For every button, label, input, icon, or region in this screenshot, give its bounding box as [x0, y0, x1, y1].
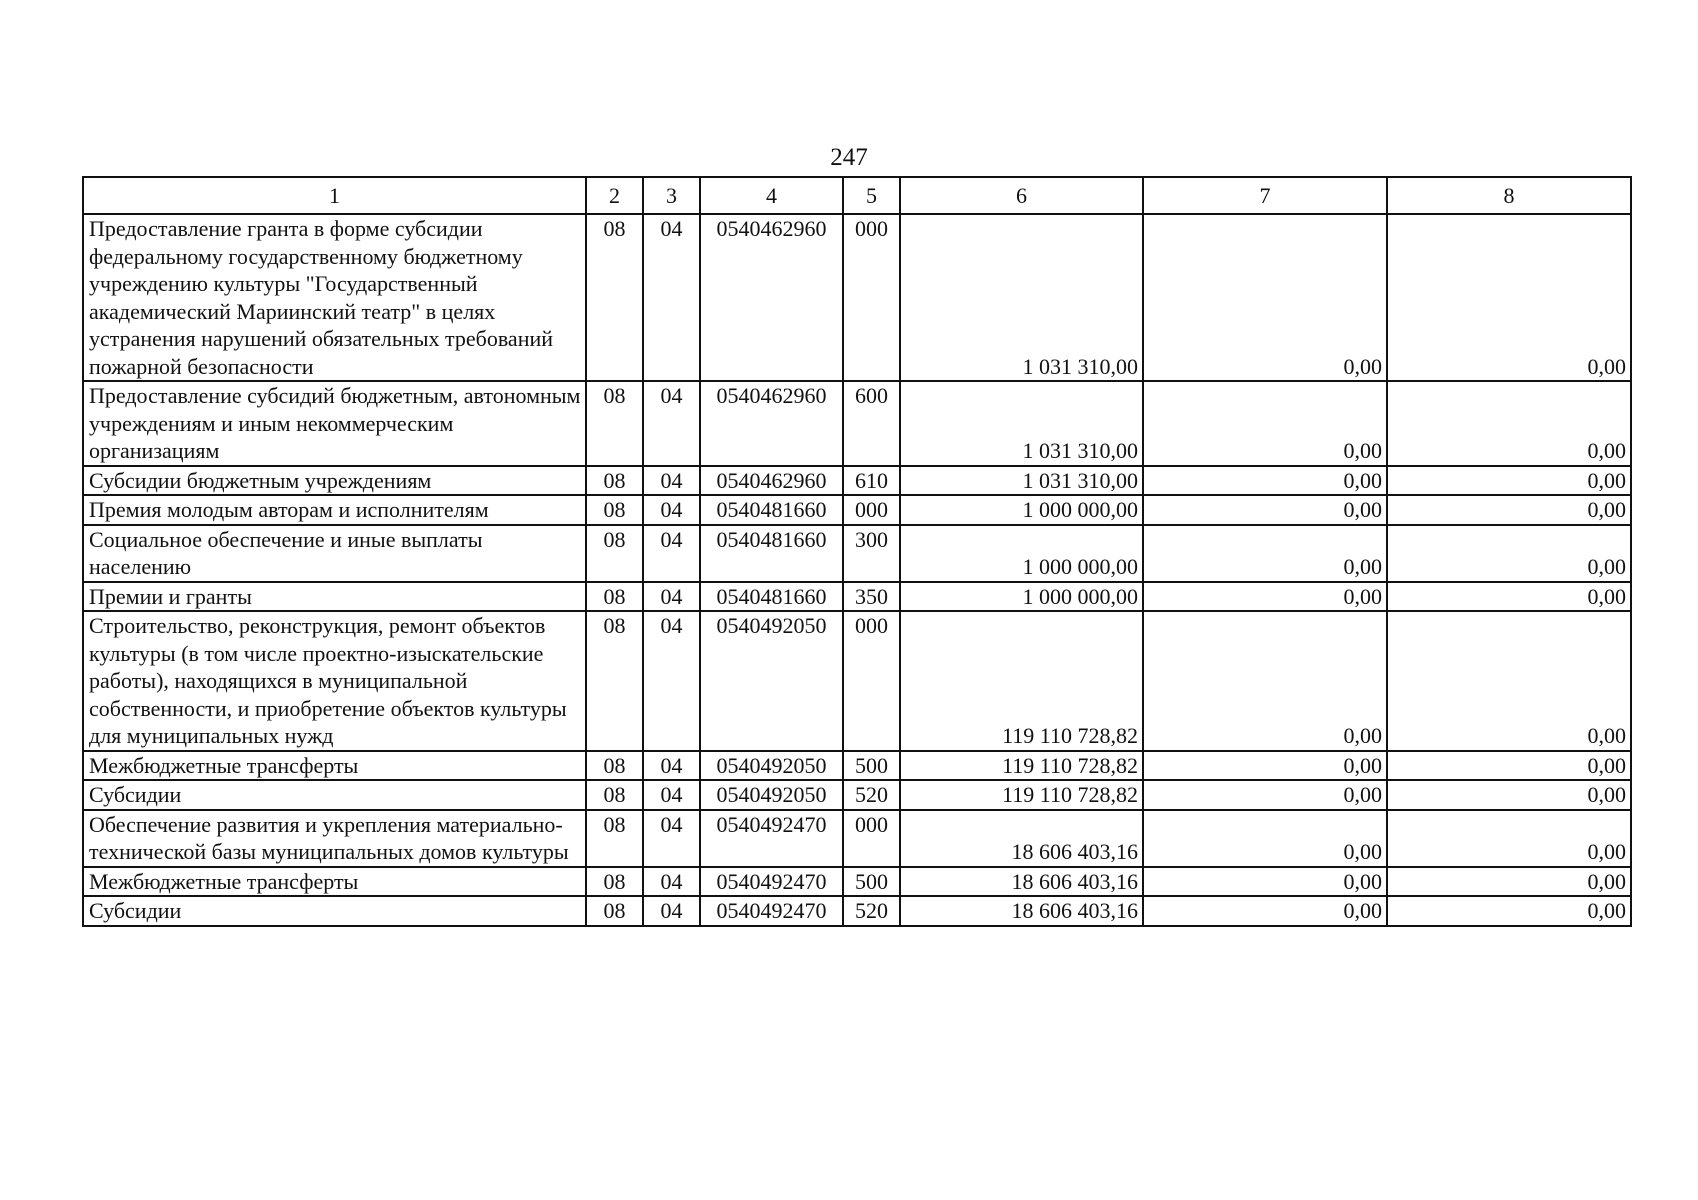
amount-col-7: 0,00 [1143, 751, 1387, 781]
amount-col-8: 0,00 [1387, 525, 1631, 582]
table-row [83, 495, 1631, 525]
expense-type-code: 000 [843, 214, 900, 381]
amount-col-7: 0,00 [1143, 780, 1387, 810]
expense-name: Межбюджетные трансферты [83, 867, 586, 897]
column-header: 7 [1143, 177, 1387, 214]
expense-type-code: 600 [843, 381, 900, 466]
subsection-code: 04 [643, 214, 700, 381]
subsection-code: 04 [643, 896, 700, 926]
amount-col-7: 0,00 [1143, 896, 1387, 926]
amount-col-6: 1 000 000,00 [900, 525, 1143, 582]
subsection-code: 04 [643, 466, 700, 496]
table-row [83, 751, 1631, 781]
amount-col-8: 0,00 [1387, 466, 1631, 496]
target-article-code: 0540492470 [700, 896, 843, 926]
page-number: 247 [830, 144, 868, 171]
subsection-code: 04 [643, 611, 700, 751]
amount-col-6: 1 000 000,00 [900, 582, 1143, 612]
expense-name: Социальное обеспечение и иные выплаты населению [83, 525, 586, 582]
subsection-code: 04 [643, 495, 700, 525]
table-header-row [83, 177, 1631, 214]
amount-col-6: 1 031 310,00 [900, 214, 1143, 381]
expense-name: Строительство, реконструкция, ремонт объектов культуры (в том числе проектно-изыскательские работы), находящихся в муниципальной собственности, и приобретение объектов культуры для муниципальных нужд [83, 611, 586, 751]
amount-col-6: 1 031 310,00 [900, 466, 1143, 496]
expense-name: Субсидии [83, 896, 586, 926]
target-article-code: 0540462960 [700, 214, 843, 381]
table-row [83, 780, 1631, 810]
amount-col-7: 0,00 [1143, 611, 1387, 751]
table-row [83, 896, 1631, 926]
section-code: 08 [586, 611, 643, 751]
amount-col-7: 0,00 [1143, 466, 1387, 496]
section-code: 08 [586, 867, 643, 897]
column-header: 1 [83, 177, 586, 214]
target-article-code: 0540462960 [700, 466, 843, 496]
target-article-code: 0540492050 [700, 780, 843, 810]
target-article-code: 0540481660 [700, 495, 843, 525]
table-row [83, 867, 1631, 897]
amount-col-7: 0,00 [1143, 867, 1387, 897]
section-code: 08 [586, 466, 643, 496]
amount-col-7: 0,00 [1143, 495, 1387, 525]
expense-name: Премия молодым авторам и исполнителям [83, 495, 586, 525]
expense-type-code: 350 [843, 582, 900, 612]
expense-type-code: 520 [843, 780, 900, 810]
section-code: 08 [586, 525, 643, 582]
amount-col-7: 0,00 [1143, 582, 1387, 612]
column-header: 8 [1387, 177, 1631, 214]
table-row [83, 214, 1631, 381]
amount-col-8: 0,00 [1387, 611, 1631, 751]
table-row [83, 611, 1631, 751]
amount-col-7: 0,00 [1143, 525, 1387, 582]
amount-col-6: 1 000 000,00 [900, 495, 1143, 525]
amount-col-6: 18 606 403,16 [900, 867, 1143, 897]
subsection-code: 04 [643, 582, 700, 612]
target-article-code: 0540492050 [700, 751, 843, 781]
table-row [83, 810, 1631, 867]
expense-type-code: 610 [843, 466, 900, 496]
amount-col-8: 0,00 [1387, 896, 1631, 926]
section-code: 08 [586, 214, 643, 381]
expense-name: Субсидии [83, 780, 586, 810]
table-row [83, 381, 1631, 466]
expense-name: Предоставление субсидий бюджетным, автономным учреждениям и иным некоммерческим организациям [83, 381, 586, 466]
target-article-code: 0540462960 [700, 381, 843, 466]
subsection-code: 04 [643, 525, 700, 582]
amount-col-8: 0,00 [1387, 495, 1631, 525]
amount-col-8: 0,00 [1387, 867, 1631, 897]
amount-col-8: 0,00 [1387, 582, 1631, 612]
amount-col-8: 0,00 [1387, 810, 1631, 867]
expense-type-code: 000 [843, 611, 900, 751]
expense-type-code: 300 [843, 525, 900, 582]
expense-type-code: 520 [843, 896, 900, 926]
column-header: 5 [843, 177, 900, 214]
subsection-code: 04 [643, 381, 700, 466]
target-article-code: 0540492050 [700, 611, 843, 751]
target-article-code: 0540492470 [700, 810, 843, 867]
expense-name: Обеспечение развития и укрепления материально-технической базы муниципальных домов культуры [83, 810, 586, 867]
target-article-code: 0540492470 [700, 867, 843, 897]
section-code: 08 [586, 780, 643, 810]
amount-col-6: 18 606 403,16 [900, 896, 1143, 926]
amount-col-7: 0,00 [1143, 810, 1387, 867]
expense-name: Межбюджетные трансферты [83, 751, 586, 781]
section-code: 08 [586, 495, 643, 525]
subsection-code: 04 [643, 810, 700, 867]
amount-col-8: 0,00 [1387, 381, 1631, 466]
target-article-code: 0540481660 [700, 582, 843, 612]
target-article-code: 0540481660 [700, 525, 843, 582]
section-code: 08 [586, 751, 643, 781]
column-header: 2 [586, 177, 643, 214]
budget-table [82, 176, 1632, 927]
expense-type-code: 500 [843, 867, 900, 897]
amount-col-8: 0,00 [1387, 780, 1631, 810]
expense-type-code: 000 [843, 810, 900, 867]
column-header: 3 [643, 177, 700, 214]
subsection-code: 04 [643, 867, 700, 897]
amount-col-6: 119 110 728,82 [900, 751, 1143, 781]
section-code: 08 [586, 896, 643, 926]
expense-name: Субсидии бюджетным учреждениям [83, 466, 586, 496]
amount-col-7: 0,00 [1143, 214, 1387, 381]
table-row [83, 466, 1631, 496]
column-header: 4 [700, 177, 843, 214]
section-code: 08 [586, 381, 643, 466]
amount-col-6: 119 110 728,82 [900, 780, 1143, 810]
amount-col-6: 18 606 403,16 [900, 810, 1143, 867]
expense-name: Премии и гранты [83, 582, 586, 612]
expense-type-code: 000 [843, 495, 900, 525]
expense-name: Предоставление гранта в форме субсидии федеральному государственному бюджетному учреждению культуры "Государственный академический Мариинский театр" в целях устранения нарушений обязательных требований пожарной безопасности [83, 214, 586, 381]
section-code: 08 [586, 582, 643, 612]
expense-type-code: 500 [843, 751, 900, 781]
table-row [83, 582, 1631, 612]
amount-col-6: 119 110 728,82 [900, 611, 1143, 751]
amount-col-8: 0,00 [1387, 214, 1631, 381]
amount-col-7: 0,00 [1143, 381, 1387, 466]
amount-col-6: 1 031 310,00 [900, 381, 1143, 466]
column-header: 6 [900, 177, 1143, 214]
table-row [83, 525, 1631, 582]
section-code: 08 [586, 810, 643, 867]
amount-col-8: 0,00 [1387, 751, 1631, 781]
subsection-code: 04 [643, 780, 700, 810]
subsection-code: 04 [643, 751, 700, 781]
